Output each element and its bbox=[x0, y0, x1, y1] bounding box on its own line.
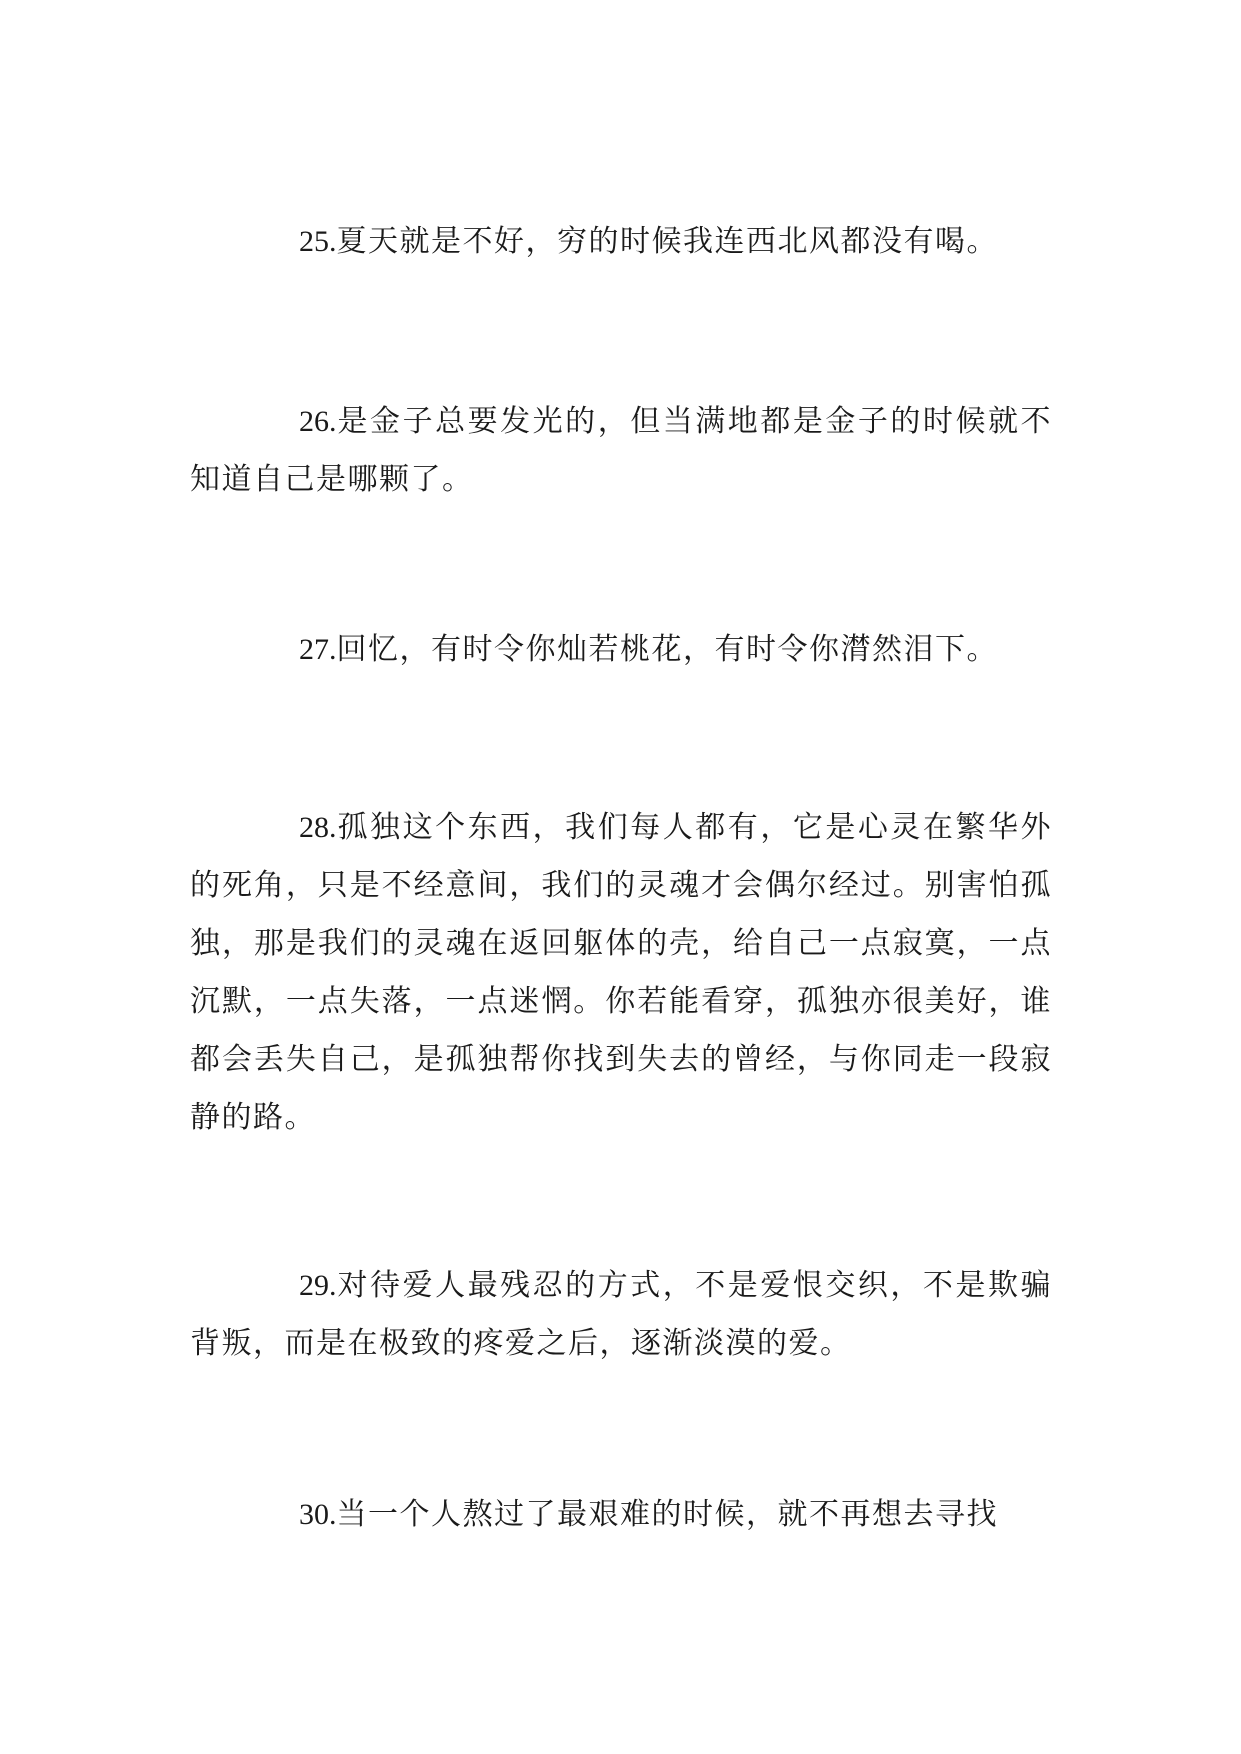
paragraph-29 bbox=[190, 1257, 1052, 1373]
paragraph-text: 回忆，有时令你灿若桃花，有时令你潸然泪下。 bbox=[336, 632, 998, 667]
paragraph-number: 29. bbox=[299, 1269, 337, 1302]
paragraph-text: 夏天就是不好，穷的时候我连西北风都没有喝。 bbox=[336, 224, 998, 259]
paragraph-number: 28. bbox=[299, 811, 337, 844]
paragraph-25 bbox=[190, 213, 1052, 271]
paragraph-text: 是金子总要发光的，但当满地都是金子的时候就不知道自己是哪颗了。 bbox=[190, 404, 1052, 497]
paragraph-28 bbox=[190, 799, 1052, 1147]
paragraph-number: 26. bbox=[299, 405, 337, 438]
paragraph-number: 25. bbox=[299, 225, 337, 258]
paragraph-text: 对待爱人最残忍的方式，不是爱恨交织，不是欺骗背叛，而是在极致的疼爱之后，逐渐淡漠的爱。 bbox=[190, 1268, 1052, 1361]
paragraph-27 bbox=[190, 621, 1052, 679]
paragraph-26 bbox=[190, 393, 1052, 509]
paragraph-number: 30. bbox=[299, 1498, 337, 1531]
paragraph-text: 孤独这个东西，我们每人都有，它是心灵在繁华外的死角，只是不经意间，我们的灵魂才会偶尔经过。别害怕孤独，那是我们的灵魂在返回躯体的壳，给自己一点寂寞，一点沉默，一点失落，一点迷惘。你若能看穿，孤独亦很美好，谁都会丢失自己，是孤独帮你找到失去的曾经，与你同走一段寂静的路。 bbox=[190, 810, 1052, 1135]
paragraph-30 bbox=[190, 1486, 1052, 1544]
paragraph-number: 27. bbox=[299, 633, 337, 666]
paragraph-text: 当一个人熬过了最艰难的时候，就不再想去寻找 bbox=[336, 1497, 998, 1532]
